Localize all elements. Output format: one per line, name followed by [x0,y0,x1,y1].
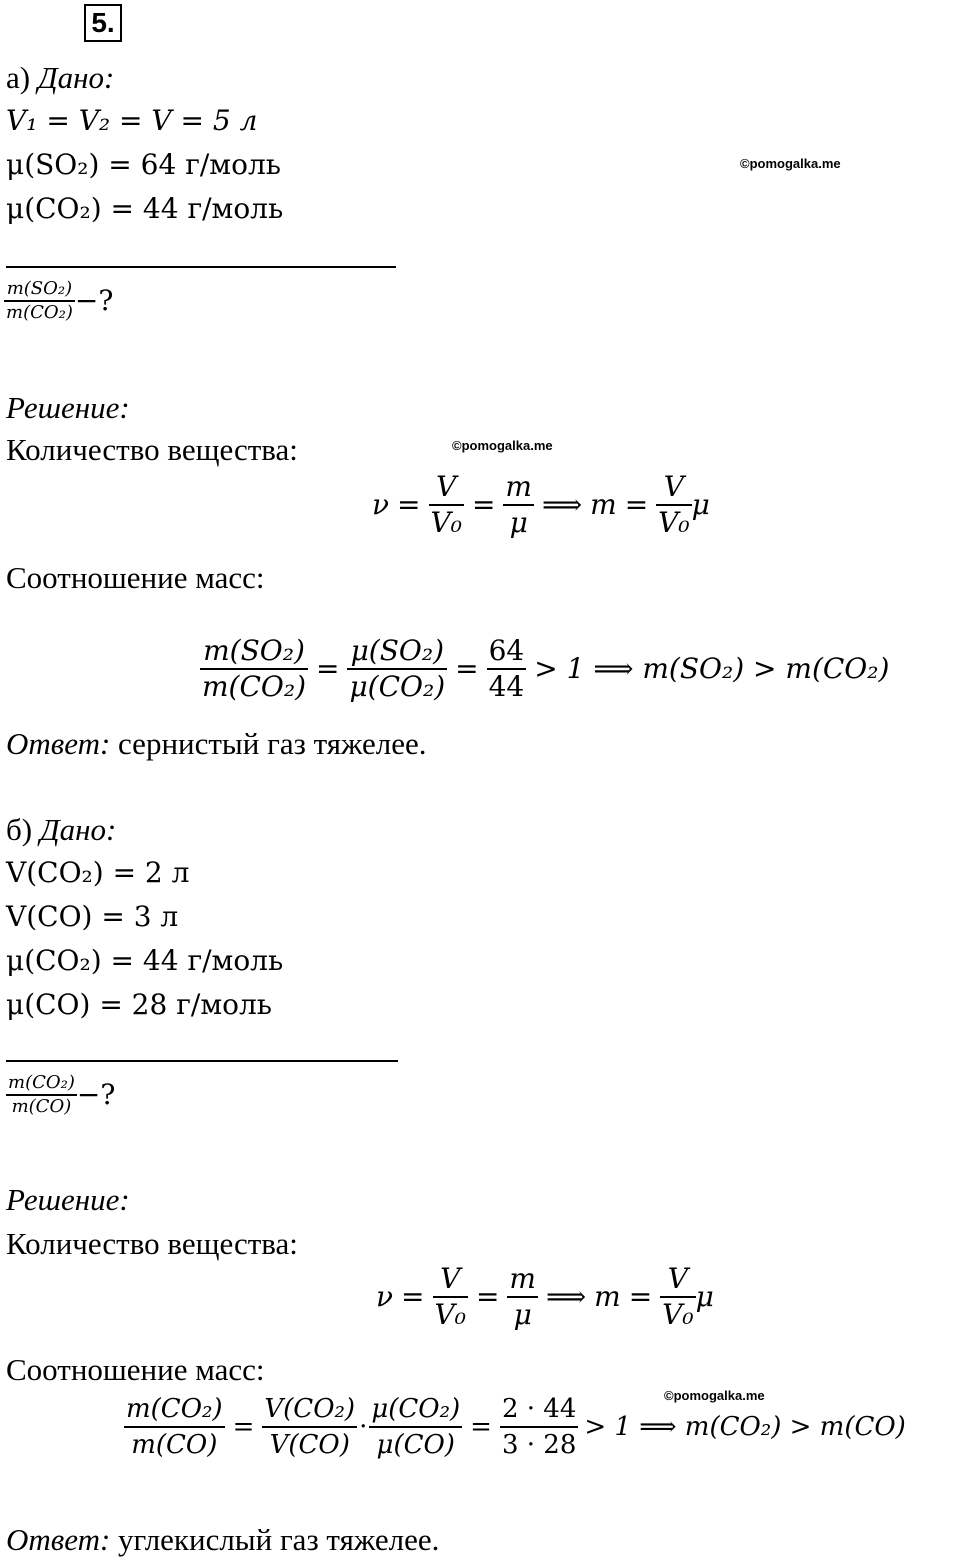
part-a-answer-text: сернистый газ тяжелее. [110,726,427,761]
part-b-given-heading [6,812,116,848]
part-a-given-heading [6,60,114,96]
part-b-answer-text: углекислый газ тяжелее. [110,1522,440,1557]
implies-sign: ⟹ [541,487,583,521]
part-b-find: $\frac{\text{m(CO₂)}}{m(CO)}$ −? [8,1072,116,1117]
part-a-find-num: m(SO₂) [6,278,73,299]
part-a-ratio-formula: $\frac{\text{m(SO₂)}}{\text{m(CO₂)}}$ = $\frac{\text{μ(SO₂)}}{\text{μ(CO₂)}}$ = $\frac{64}{44}$ > 1 ⟹ m(SO₂) > m(CO₂) [202,634,890,703]
part-b-label: б) [6,812,33,847]
nu-symbol: ν [372,487,390,521]
watermark-1: ©pomogalka.me [740,156,841,171]
part-a-given-line-3: μ(CO₂) = 44 г/моль [6,192,284,225]
part-a-answer [6,726,426,762]
part-a-solution-title: Решение: [6,390,130,425]
part-b-ratio-formula: $\frac{\text{m(CO₂)}}{m(CO)}$ = $\frac{\text{V(CO₂)}}{V(CO)}$ · $\frac{\text{μ(CO₂)}}{\mu(CO)}$ = $\frac{2 \cdot 44}{3 \cdot 28}$ > 1 ⟹ m(CO₂) > m(CO) [126,1394,906,1460]
part-b-ratio-label: Соотношение масс: [6,1352,265,1387]
part-a-amount-label: Количество вещества: [6,432,298,467]
part-b-given-title: Дано: [39,812,117,847]
part-a-find-fraction [4,278,75,324]
part-b-given-divider [6,1060,398,1062]
m-over-mu: $\frac{m}{\mu}$ [505,470,532,539]
part-a-given-title: Дано: [37,60,115,95]
part-b-given-line-4: μ(CO) = 28 г/моль [6,988,272,1021]
part-a-find [4,278,113,324]
part-a-given-line-2: μ(SO₂) = 64 г/моль [6,148,281,181]
part-a-find-den: m(CO₂) [6,301,73,323]
part-a-given-divider [6,266,396,268]
part-a-find-suffix: −? [74,283,114,317]
part-b-answer-label: Ответ: [6,1522,111,1557]
part-b-solution-title: Решение: [6,1182,130,1217]
part-b-formula-amount: ν = $\frac{V}{\text{V₀}}$ = $\frac{m}{\mu}$ ⟹ m = $\frac{V}{\text{V₀}}$ μ [376,1262,714,1331]
part-b-amount-label: Количество вещества: [6,1226,298,1261]
problem-number: 5. [84,4,122,42]
equals-sign: = [397,487,421,521]
part-b-find-fraction: $\frac{\text{m(CO₂)}}{m(CO)}$ [8,1072,75,1117]
part-a-label: а) [6,60,31,95]
v-over-v0: $\frac{V}{\text{V₀}}$ [430,470,462,539]
part-b-given-line-2: V(CO) = 3 л [6,900,179,933]
part-b-given-line-3: μ(CO₂) = 44 г/моль [6,944,284,977]
part-a-given-line-1: V₁ = V₂ = V = 5 л [6,104,258,137]
part-b-answer [6,1522,439,1558]
part-a-ratio-label: Соотношение масс: [6,560,265,595]
part-b-given-line-1: V(CO₂) = 2 л [6,856,190,889]
part-a-formula-amount: ν = $\frac{V}{\text{V₀}}$ = $\frac{m}{\mu}$ ⟹ m = $\frac{V}{\text{V₀}}$ μ [372,470,710,539]
watermark-3: ©pomogalka.me [664,1388,765,1403]
watermark-2: ©pomogalka.me [452,438,553,453]
v-over-v0-2: $\frac{V}{\text{V₀}}$ [658,470,690,539]
part-a-answer-label: Ответ: [6,726,111,761]
